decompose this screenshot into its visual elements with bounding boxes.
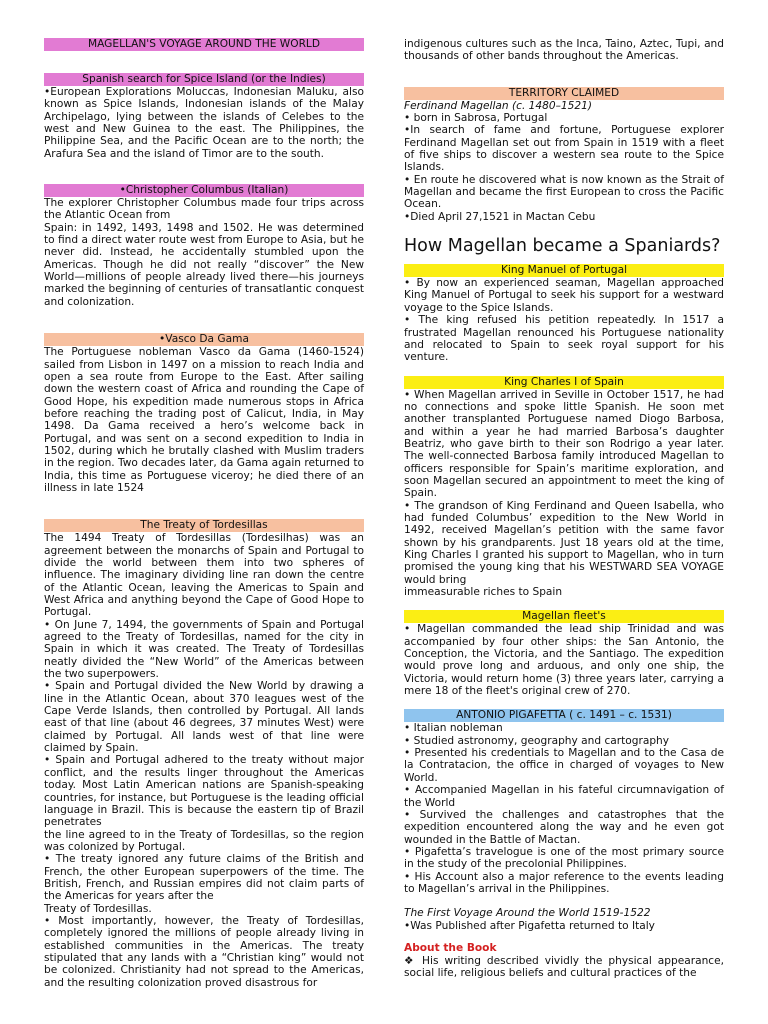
magellan-fleet-text: • Magellan commanded the lead ship Trinidad and was accompanied by four other ships: the San Antonio, the Conception, the Victoria, and the Santiago. The expedition would prove long and arduous, and only one ship, the Victoria, would return home (3) three years later, carrying a mere 18 of the fleet's original crew of 270. [404, 623, 724, 698]
territory-claimed-heading: TERRITORY CLAIMED [404, 87, 724, 100]
tordesillas-text: The 1494 Treaty of Tordesillas (Tordesilhas) was an agreement between the monarchs of Spain and Portugal to divide the world between them into two spheres of influence. The imaginary dividing line ran down the centre of the Atlantic Ocean, leaving the Americas to Spain and West Africa and anything beyond the Cape of Good Hope to Portugal. • On June 7, 1494, the governments of Spain and Portugal agreed to the Treaty of Tordesillas, named for the city in Spain in which it was created. The Treaty of Tordesillas neatly divided the “New World” of the Americas between the two superpowers. • Spain and Portugal divided the New World by drawing a line in the Atlantic Ocean, about 370 leagues west of the Cape Verde Islands, then controlled by Portugal. All lands east of that line (about 46 degrees, 37 minutes West) were claimed by Portugal. All lands west of that line were claimed by Spain. • Spain and Portugal adhered to the treaty without major conflict, and the results linger throughout the Americas today. Most Latin American nations are Spanish-speaking countries, for instance, but Portuguese is the leading official language in Brazil. This is because the eastern tip of Brazil penetrates the line agreed to in the Treaty of Tordesillas, so the region was colonized by Portugal. • The treaty ignored any future claims of the British and French, the other European superpowers of the time. The British, French, and Russian empires did not claim parts of the Americas for years after the Treaty of Tordesillas. • Most importantly, however, the Treaty of Tordesillas, completely ignored the millions of people already living in established communities in the Americas. The treaty stipulated that any lands with a “Christian king” would not be colonized. Christianity had not spread to the Americas, and the resulting colonization proved disastrous for [44, 532, 364, 989]
vasco-da-gama-text: The Portuguese nobleman Vasco da Gama (1460-1524) sailed from Lisbon in 1497 on a mission to reach India and open a sea route from Europe to the East. After sailing down the western coast of Africa and rounding the Cape of Good Hope, his expedition made numerous stops in Africa before reaching the trading post of Calicut, India, in May 1498. Da Gama received a hero’s welcome back in Portugal, and was sent on a second expedition to India in 1502, during which he brutally clashed with Muslim traders in the region. Two decades later, da Gama again returned to India, this time as Portuguese viceroy; he died there of an illness in late 1524 [44, 346, 364, 494]
about-the-book-text: ❖ His writing described vividly the physical appearance, social life, religious beliefs and cultural practices of the [404, 954, 724, 980]
pigafetta-heading: ANTONIO PIGAFETTA ( c. 1491 – c. 1531) [404, 709, 724, 722]
columbus-text: The explorer Christopher Columbus made four trips across the Atlantic Ocean from Spain: in 1492, 1493, 1498 and 1502. He was determined to find a direct water route west from Europe to Asia, but he never did. Instead, he accidentally stumbled upon the Americas. Though he did not really “discover” the New World—millions of people already lived there—his journeys marked the beginning of centuries of transatlantic conquest and colonization. [44, 197, 364, 308]
vasco-da-gama-heading: •Vasco Da Gama [44, 333, 364, 346]
spice-island-text: •European Explorations Moluccas, Indonesian Maluku, also known as Spice Islands, Indonesian islands of the Malay Archipelago, lying between the islands of Celebes to the west and New Guinea to the east. The Philippines, the Philippine Sea, and the Pacific Ocean are to the north; the Arafura Sea and the island of Timor are to the south. [44, 86, 364, 160]
pigafetta-text: • Italian nobleman • Studied astronomy, geography and cartography • Presented his credentials to Magellan and to the Casa de la Contratacion, the office in charged of voyages to New World. • Accompanied Magellan in his fateful circumnavigation of the World • Survived the challenges and catastrophes that the expedition encountered along the way and he even got wounded in the Battle of Mactan. • Pigafetta’s travelogue is one of the most primary source in the study of the precolonial Philippines. • His Account also a major reference to the events leading to Magellan’s arrival in the Philippines. [404, 722, 724, 895]
continuation-text: indigenous cultures such as the Inca, Taino, Aztec, Tupi, and thousands of other bands throughout the Americas. [404, 38, 724, 63]
document-title: MAGELLAN'S VOYAGE AROUND THE WORLD [44, 38, 364, 51]
tordesillas-heading: The Treaty of Tordesillas [44, 519, 364, 532]
left-column [44, 38, 364, 989]
king-charles-text: • When Magellan arrived in Seville in October 1517, he had no connections and spoke little Spanish. He soon met another transplanted Portuguese named Diogo Barbosa, and within a year he had married Barbosa’s daughter Beatriz, who gave birth to their son Rodrigo a year later. The well-connected Barbosa family introduced Magellan to officers responsible for Spain’s maritime exploration, and soon Magellan secured an appointment to meet the king of Spain. • The grandson of King Ferdinand and Queen Isabella, who had funded Columbus’ expedition to the New World in 1492, received Magellan’s petition with the same favor shown by his grandparents. Just 18 years old at the time, King Charles I granted his support to Magellan, who in turn promised the young king that his WESTWARD SEA VOYAGE would bring immeasurable riches to Spain [404, 388, 724, 599]
about-the-book-heading: About the Book [404, 941, 497, 954]
king-manuel-heading: King Manuel of Portugal [404, 264, 724, 277]
columbus-heading: •Christopher Columbus (Italian) [44, 184, 364, 197]
how-magellan-heading: How Magellan became a Spaniards? [404, 236, 721, 257]
magellan-fleet-heading: Magellan fleet's [404, 610, 724, 623]
territory-claimed-text: • born in Sabrosa, Portugal •In search of fame and fortune, Portuguese explorer Ferdinand Magellan set out from Spain in 1519 with a fleet of five ships to discover a western sea route to the Spice Islands. • En route he discovered what is now known as the Strait of Magellan and became the first European to cross the Pacific Ocean. •Died April 27,1521 in Mactan Cebu [404, 112, 724, 223]
spice-island-heading: Spanish search for Spice Island (or the Indies) [44, 73, 364, 86]
king-manuel-text: • By now an experienced seaman, Magellan approached King Manuel of Portugal to seek his support for a westward voyage to the Spice Islands. • The king refused his petition repeatedly. In 1517 a frustrated Magellan renounced his Portuguese nationality and relocated to Spain to seek royal support for his venture. [404, 277, 724, 364]
first-voyage-text: •Was Published after Pigafetta returned to Italy [404, 919, 655, 932]
first-voyage-title: The First Voyage Around the World 1519-1522 [404, 907, 651, 920]
right-column [404, 38, 724, 980]
magellan-subheading: Ferdinand Magellan (c. 1480–1521) [404, 99, 593, 112]
king-charles-heading: King Charles I of Spain [404, 376, 724, 389]
